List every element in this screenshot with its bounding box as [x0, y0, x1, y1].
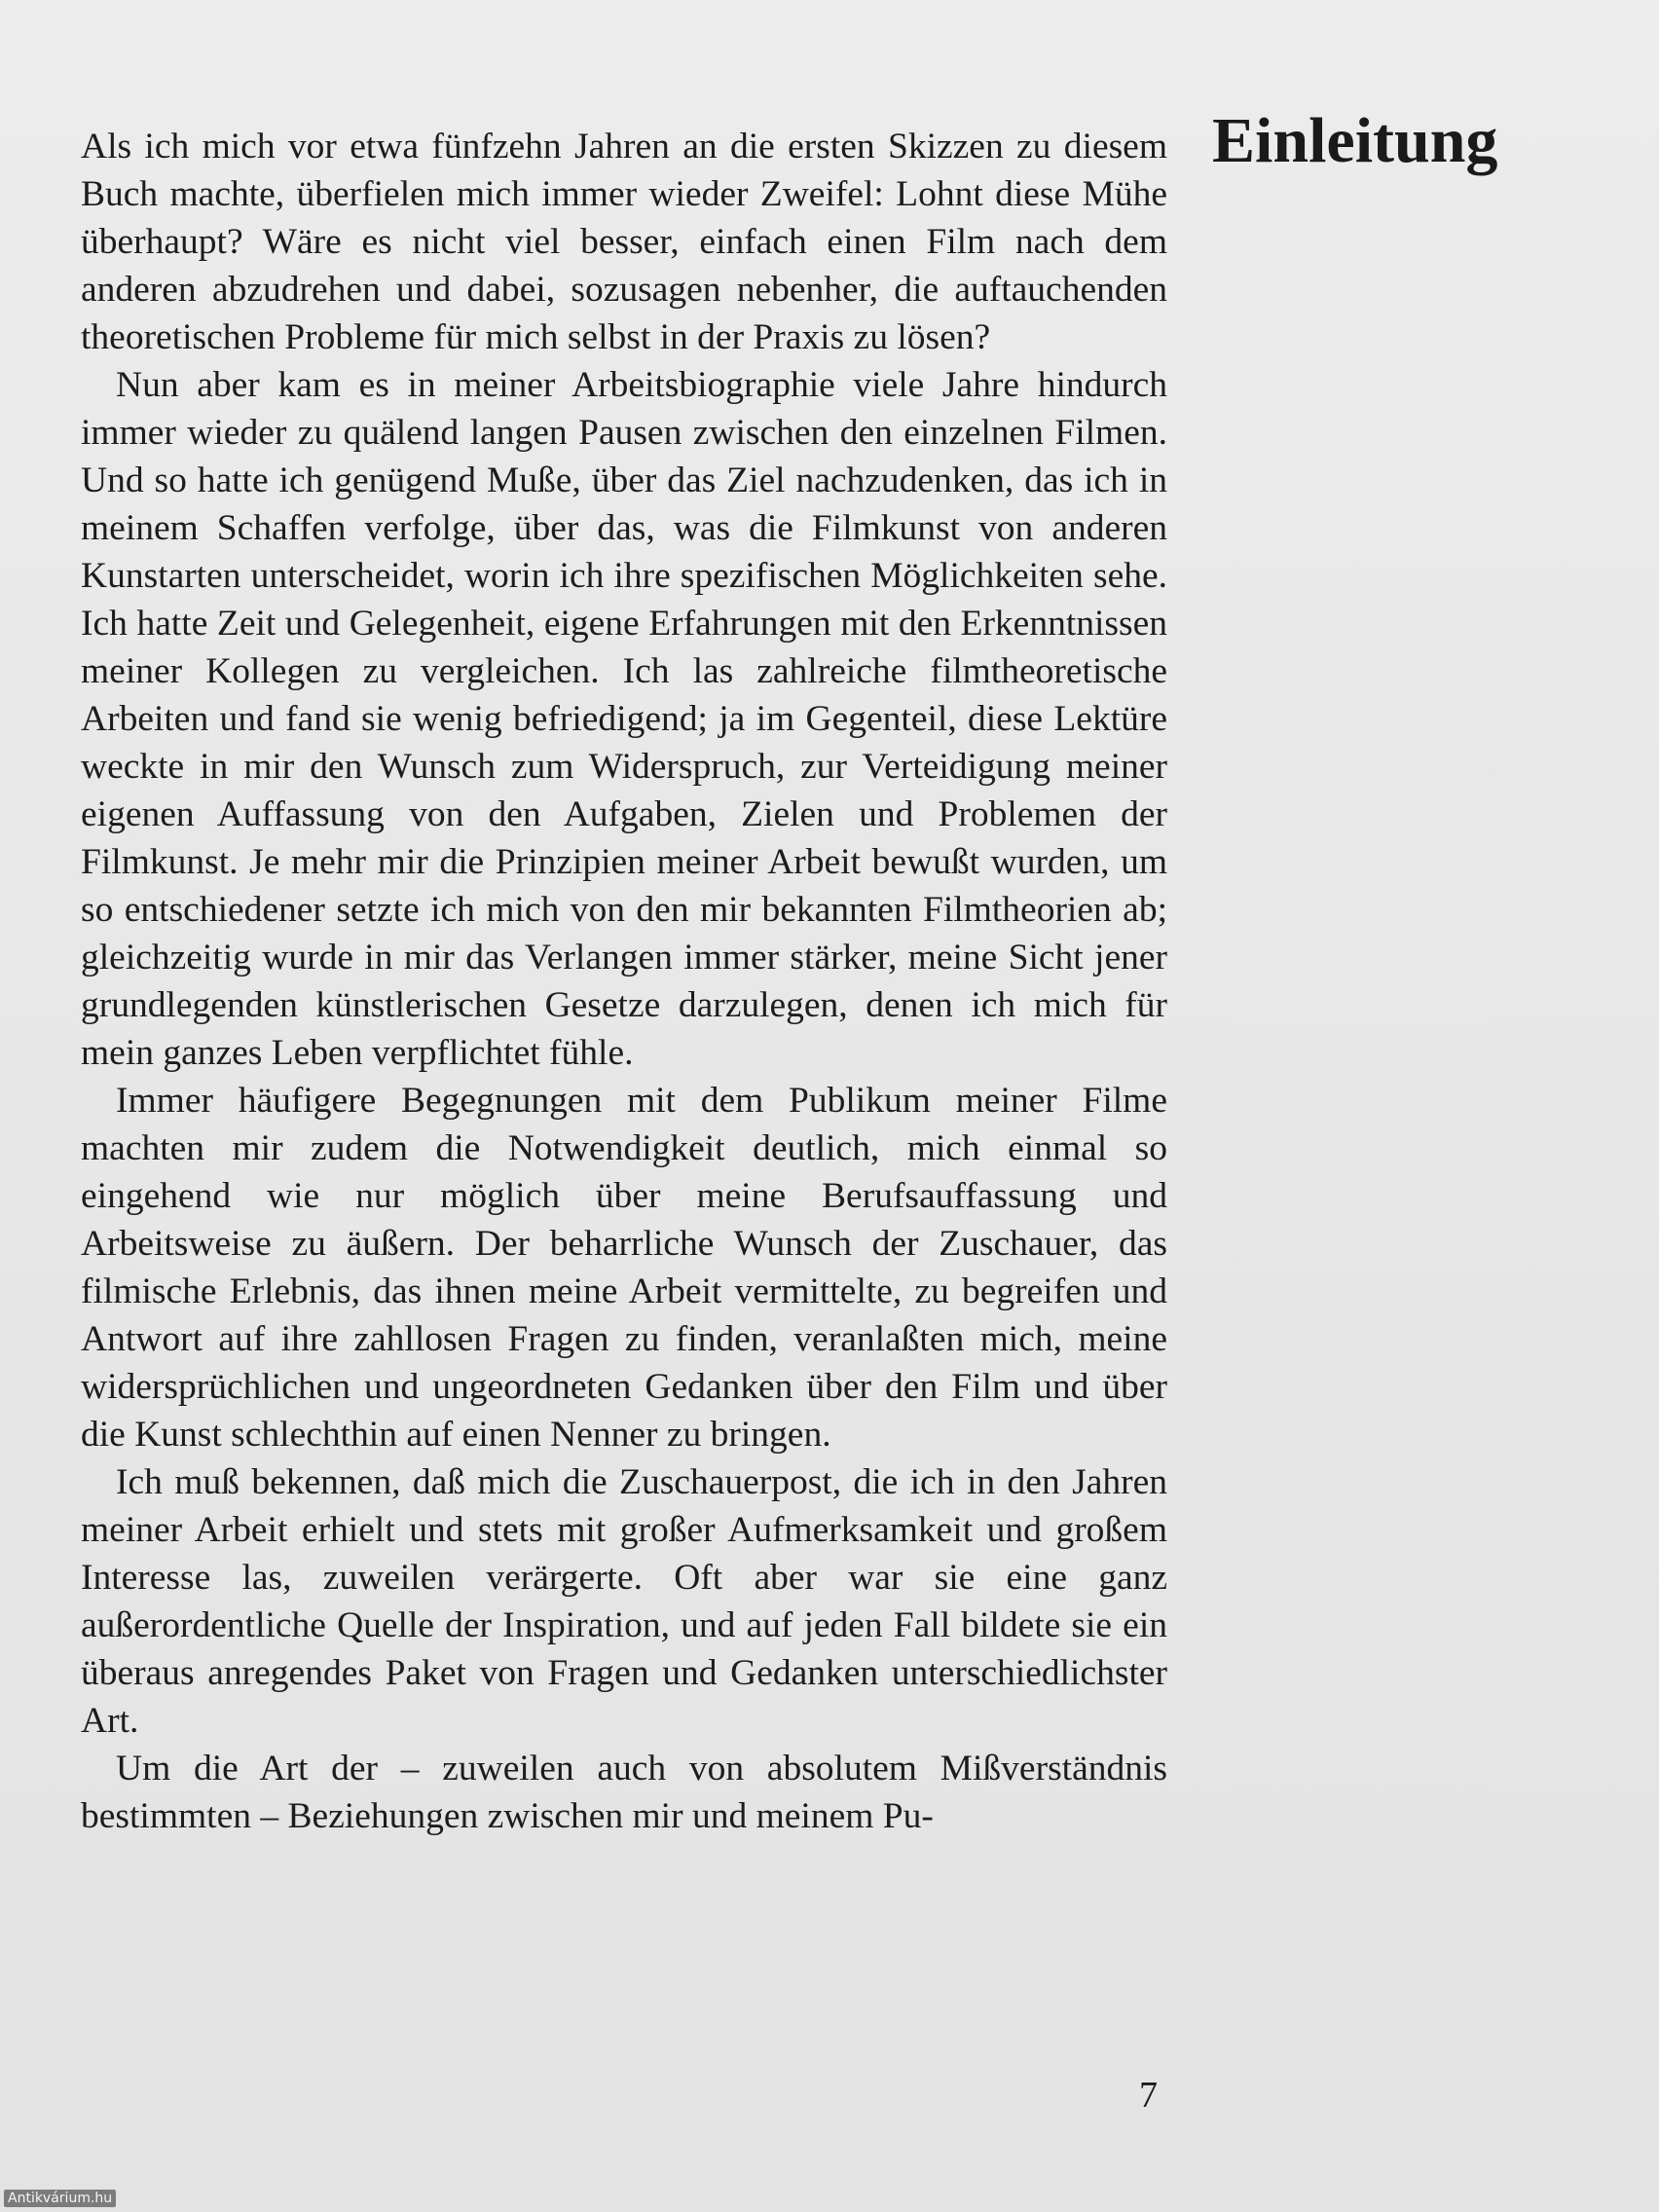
- body-text: [81, 123, 1167, 1840]
- page-number: 7: [1139, 2075, 1158, 2116]
- paragraph-1: Als ich mich vor etwa fünfzehn Jahren an die ersten Skizzen zu diesem Buch machte, überfielen mich immer wieder Zweifel: Lohnt diese Mühe überhaupt? Wäre es nicht viel besser, einfach einen Film nach dem anderen abzudrehen und dabei, sozusagen nebenher, die auftauchenden theoretischen Probleme für mich selbst in der Praxis zu lösen?: [81, 127, 1167, 357]
- paragraph-2: Nun aber kam es in meiner Arbeitsbiographie viele Jahre hindurch immer wieder zu quälend langen Pausen zwischen den einzelnen Filmen. Und so hatte ich genügend Muße, über das Ziel nachzudenken, das ich in meinem Schaffen verfolge, über das, was die Filmkunst von anderen Kunstarten unterscheidet, worin ich ihre spezifischen Möglichkeiten sehe. Ich hatte Zeit und Gelegenheit, eigene Erfahrungen mit den Erkenntnissen meiner Kollegen zu vergleichen. Ich las zahlreiche filmtheoretische Arbeiten und fand sie wenig befriedigend; ja im Gegenteil, diese Lektüre weckte in mir den Wunsch zum Widerspruch, zur Verteidigung meiner eigenen Auffassung von den Aufgaben, Zielen und Problemen der Filmkunst. Je mehr mir die Prinzipien meiner Arbeit bewußt wurden, um so entschiedener setzte ich mich von den mir bekannten Filmtheorien ab; gleichzeitig wurde in mir das Verlangen immer stärker, meine Sicht jener grundlegenden künstlerischen Gesetze darzulegen, denen ich mich für mein ganzes Leben verpflichtet fühle.: [81, 365, 1167, 1073]
- paragraph-5: Um die Art der – zuweilen auch von absolutem Mißverständnis bestimmten – Beziehungen zwischen mir und meinem Pu-: [81, 1749, 1167, 1836]
- paragraph-3: Immer häufigere Begegnungen mit dem Publikum meiner Filme machten mir zudem die Notwendigkeit deutlich, mich einmal so eingehend wie nur möglich über meine Berufsauffassung und Arbeitsweise zu äußern. Der beharrliche Wunsch der Zuschauer, das filmische Erlebnis, das ihnen meine Arbeit vermittelte, zu begreifen und Antwort auf ihre zahllosen Fragen zu finden, veranlaßten mich, meine widersprüchlichen und ungeordneten Gedanken über den Film und über die Kunst schlechthin auf einen Nenner zu bringen.: [81, 1081, 1167, 1455]
- paragraph-4: Ich muß bekennen, daß mich die Zuschauerpost, die ich in den Jahren meiner Arbeit erhielt und stets mit großer Aufmerksamkeit und großem Interesse las, zuweilen verärgerte. Oft aber war sie eine ganz außerordentliche Quelle der Inspiration, und auf jeden Fall bildete sie ein überaus anregendes Paket von Fragen und Gedanken unterschiedlichster Art.: [81, 1462, 1167, 1741]
- chapter-heading: Einleitung: [1212, 105, 1498, 176]
- watermark: Antikvárium.hu: [4, 2190, 116, 2207]
